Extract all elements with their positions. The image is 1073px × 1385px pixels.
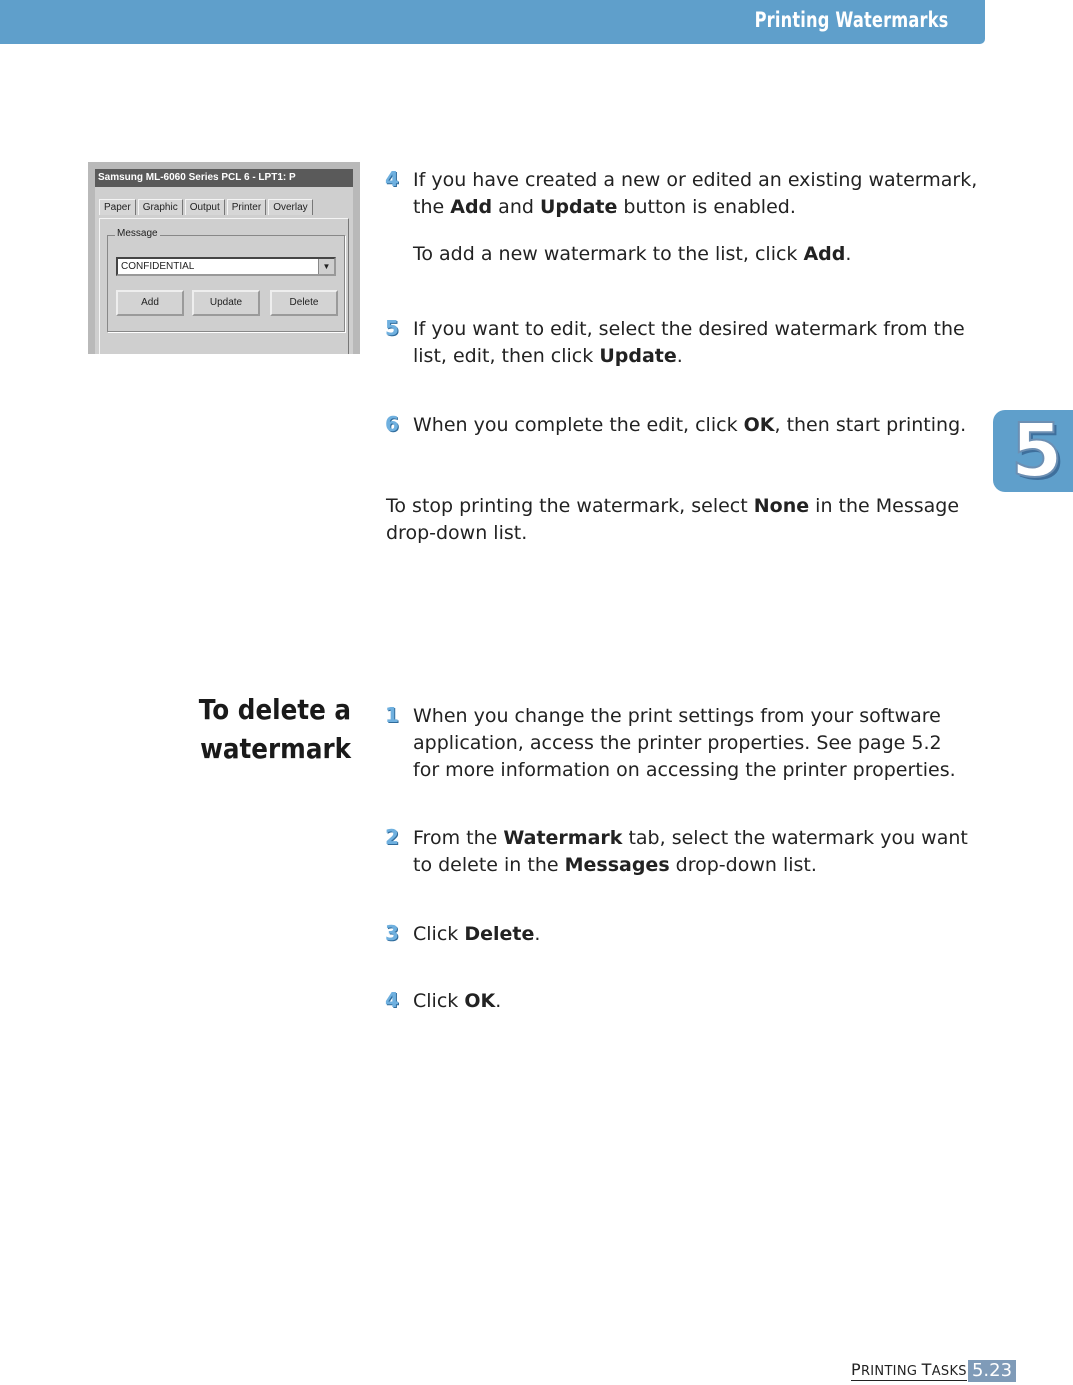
step-text: If you want to edit, select the desired watermark from the list, edit, then click Update. bbox=[413, 318, 965, 367]
step-text: If you have created a new or edited an existing watermark, the Add and Update button is enabled. bbox=[413, 169, 978, 218]
dialog-tabs bbox=[99, 199, 315, 215]
step-number: 5 bbox=[385, 316, 399, 340]
step-text: Click OK. bbox=[413, 990, 502, 1012]
dialog-body bbox=[95, 187, 353, 354]
step-number: 3 bbox=[385, 921, 399, 945]
delete-step-1 bbox=[386, 703, 986, 784]
edit-step-4 bbox=[386, 167, 986, 268]
message-group bbox=[107, 228, 345, 332]
step-text: When you change the print settings from your software application, access the printer properties. See page 5.2 for more information on accessing the printer properties. bbox=[413, 705, 956, 781]
message-select bbox=[116, 257, 336, 276]
step-number: 6 bbox=[385, 412, 399, 436]
dialog-screenshot bbox=[88, 162, 360, 354]
tab-printer: Printer bbox=[227, 199, 266, 215]
delete-step-2 bbox=[386, 825, 986, 879]
stop-note: To stop printing the watermark, select None in the Message drop-down list. bbox=[386, 495, 960, 544]
chevron-down-icon: ▼ bbox=[318, 259, 334, 274]
footer-section-label: PRINTING TASKS bbox=[851, 1360, 967, 1379]
delete-step-3 bbox=[386, 921, 986, 948]
step-number: 2 bbox=[385, 825, 399, 849]
edit-step-5 bbox=[386, 316, 986, 370]
page-number: 5.23 bbox=[968, 1360, 1016, 1382]
step-subtext: To add a new watermark to the list, click Add. bbox=[413, 243, 852, 265]
tab-overlay: Overlay bbox=[268, 199, 312, 215]
update-button: Update bbox=[192, 290, 260, 316]
step-text: From the Watermark tab, select the watermark you want to delete in the Messages drop-down list. bbox=[413, 827, 968, 876]
tab-graphic: Graphic bbox=[138, 199, 183, 215]
message-group-label: Message bbox=[117, 228, 158, 239]
step-text: When you complete the edit, click OK, then start printing. bbox=[413, 414, 967, 436]
chapter-number: 5 bbox=[1011, 408, 1063, 494]
add-button: Add bbox=[116, 290, 184, 316]
step-number: 4 bbox=[385, 988, 399, 1012]
dialog-title: Samsung ML-6060 Series PCL 6 - LPT1: P bbox=[95, 169, 353, 187]
chapter-tab bbox=[993, 410, 1073, 492]
step-number: 1 bbox=[385, 703, 399, 727]
edit-step-6 bbox=[386, 412, 986, 439]
page-title: Printing Watermarks bbox=[755, 8, 949, 32]
delete-button: Delete bbox=[270, 290, 338, 316]
step-number: 4 bbox=[385, 167, 399, 191]
header-bar bbox=[0, 0, 985, 44]
tab-paper: Paper bbox=[99, 199, 136, 215]
delete-step-4 bbox=[386, 988, 986, 1015]
message-select-value: CONFIDENTIAL bbox=[121, 261, 195, 272]
section-heading: To delete a watermark bbox=[198, 693, 351, 765]
dialog-panel bbox=[99, 218, 349, 354]
step-text: Click Delete. bbox=[413, 923, 541, 945]
tab-output: Output bbox=[185, 199, 225, 215]
